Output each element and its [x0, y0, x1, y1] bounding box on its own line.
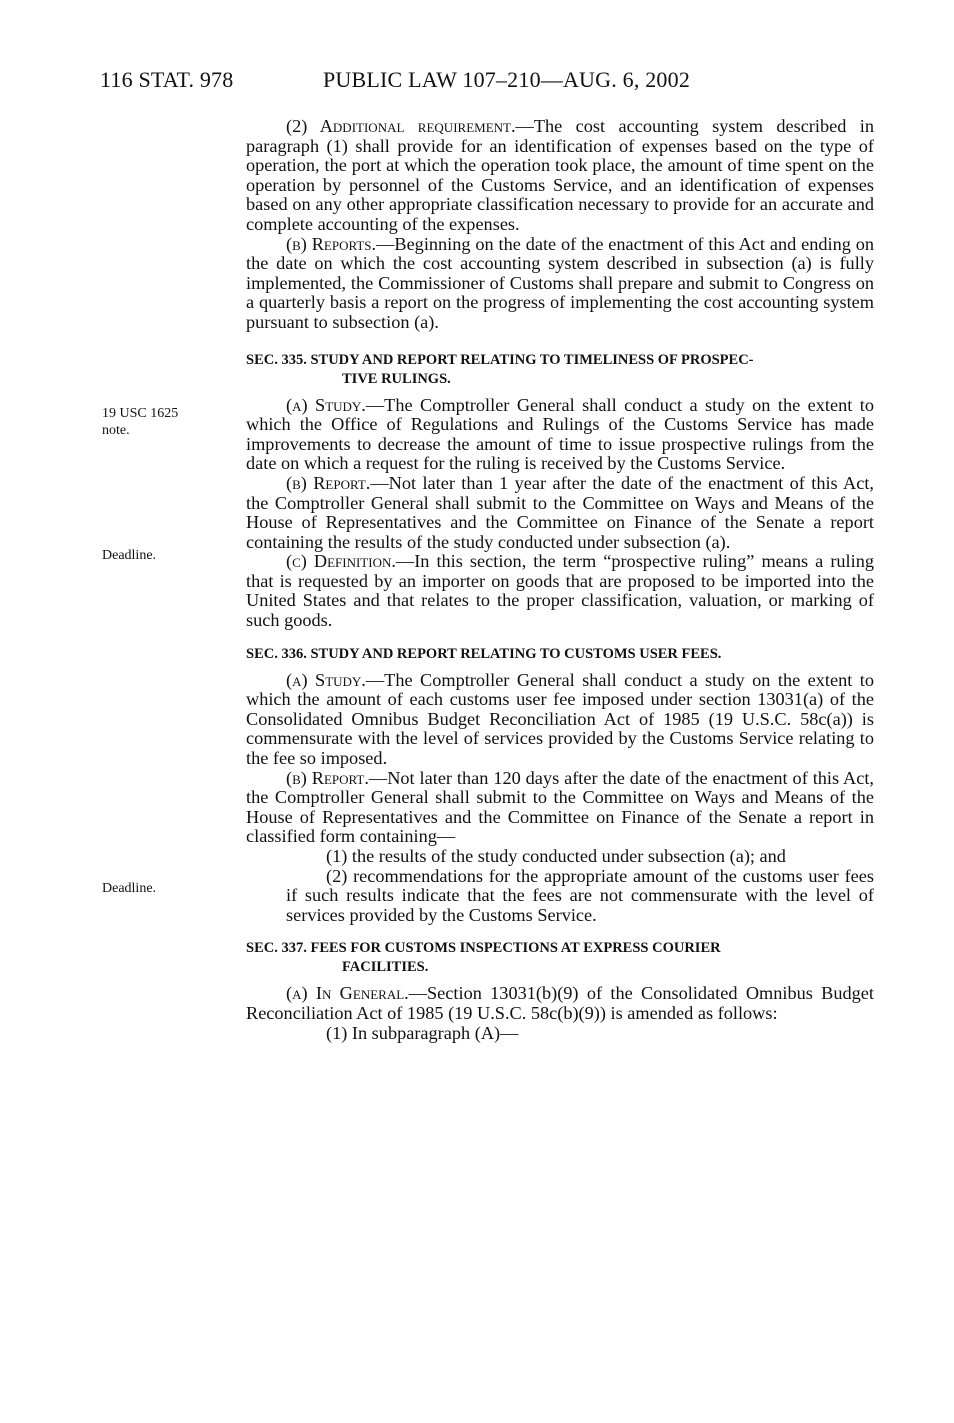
paragraph-336-report	[246, 769, 874, 847]
paragraph-text: —The Comptroller General shall conduct a study on the extent to which the amount of each customs user fee imposed under section 13031(a) of the Consolidated Omnibus Budget Reconciliation Act of 1985 (19 U.S.C. 58c(a)) is commensurate with the level of services provided by the Customs Service relating to the fee so imposed.	[246, 669, 875, 769]
paragraph-337-item-1: (1) In subparagraph (A)—	[326, 1022, 519, 1043]
paragraph-text: —The Comptroller General shall conduct a study on the extent to which the Office of Regulations and Rulings of the Customs Service has made improvements to decrease the amount of time to issue prospective rulings from the date on which a request for the ruling is received by the Customs Service.	[246, 394, 875, 474]
paragraph-336-study	[246, 671, 874, 769]
paragraph-text: —Section 13031(b)(9) of the Consolidated Omnibus Budget Reconciliation Act of 1985 (19 U.S.C. 58c(b)(9)) is amended as follows:	[246, 983, 874, 1023]
paragraph-heading: (b) Report.	[286, 767, 369, 788]
section-title-line: SEC. 335. STUDY AND REPORT RELATING TO TIMELINESS OF PROSPEC-	[246, 351, 754, 368]
body-text	[246, 117, 874, 1043]
paragraph-heading: (a) Study.	[286, 394, 366, 415]
paragraph-337-general	[246, 984, 874, 1023]
paragraph-heading: (b) Report.	[286, 472, 371, 493]
paragraph-heading: (a) In General.	[286, 983, 409, 1004]
section-title-line: SEC. 337. FEES FOR CUSTOMS INSPECTIONS AT EXPRESS COURIER	[246, 940, 721, 957]
paragraph-text: —The cost accounting system described in paragraph (1) shall provide for an identification of expenses based on the type of operation, the port at which the operation took place, the amount of time spent on the operation by personnel of the Customs Service, and an identification of expenses based on any other appropriate classification necessary to provide for an accurate and complete accounting of the expenses.	[246, 116, 874, 234]
paragraph-heading: (2) Additional requirement.	[286, 116, 516, 136]
usc-note: note.	[102, 423, 130, 438]
stat-citation: 116 STAT. 978	[100, 67, 234, 92]
margin-note-deadline-1: Deadline.	[102, 548, 157, 563]
paragraph-heading: (c) Definition.	[286, 551, 396, 572]
paragraph-heading: (a) Study.	[286, 669, 366, 690]
section-336-title: SEC. 336. STUDY AND REPORT RELATING TO CUSTOMS USER FEES.	[246, 645, 722, 662]
paragraph-reports	[246, 235, 874, 333]
paragraph-text: —Beginning on the date of the enactment of this Act and ending on the date on which the cost accounting system described in subsection (a) is fully implemented, the Commissioner of Customs shall prepare and submit to Congress on a quarterly basis a report on the progress of implementing the cost accounting system pursuant to subsection (a).	[246, 233, 874, 332]
section-title-line: FACILITIES.	[342, 959, 429, 976]
paragraph-additional-requirement	[246, 117, 874, 235]
paragraph-text: —Not later than 120 days after the date of the enactment of this Act, the Comptroller General shall submit to the Committee on Ways and Means of the House of Representatives and the Committee on Finance of the Senate a report in classified form containing—	[246, 767, 874, 847]
paragraph-336-item-2: (2) recommendations for the appropriate amount of the customs user fees if such results indicate that the fees are not commensurate with the level of services provided by the Customs Service.	[286, 865, 874, 925]
margin-note-usc	[102, 405, 178, 439]
section-335-title	[246, 351, 874, 389]
usc-citation: 19 USC 1625	[102, 406, 179, 421]
section-337-title	[246, 939, 874, 977]
law-title: PUBLIC LAW 107–210—AUG. 6, 2002	[323, 67, 691, 92]
paragraph-heading: (b) Reports.	[286, 233, 377, 254]
margin-note-deadline-2: Deadline.	[102, 881, 157, 896]
paragraph-336-item-1: (1) the results of the study conducted under subsection (a); and	[326, 846, 786, 866]
section-title-line: TIVE RULINGS.	[342, 370, 451, 387]
paragraph-335-study	[246, 396, 874, 474]
paragraph-335-report	[246, 474, 874, 552]
paragraph-text: —In this section, the term “prospective ruling” means a ruling that is requested by an importer on goods that are proposed to be imported into the United States and that relates to the proper classification, valuation, or marking of such goods.	[246, 551, 875, 631]
paragraph-335-definition	[246, 552, 874, 630]
paragraph-text: —Not later than 1 year after the date of the enactment of this Act, the Comptroller General shall submit to the Committee on Ways and Means of the House of Representatives and the Committee on Finance of the Senate a report containing the results of the study conducted under subsection (a).	[246, 472, 874, 552]
